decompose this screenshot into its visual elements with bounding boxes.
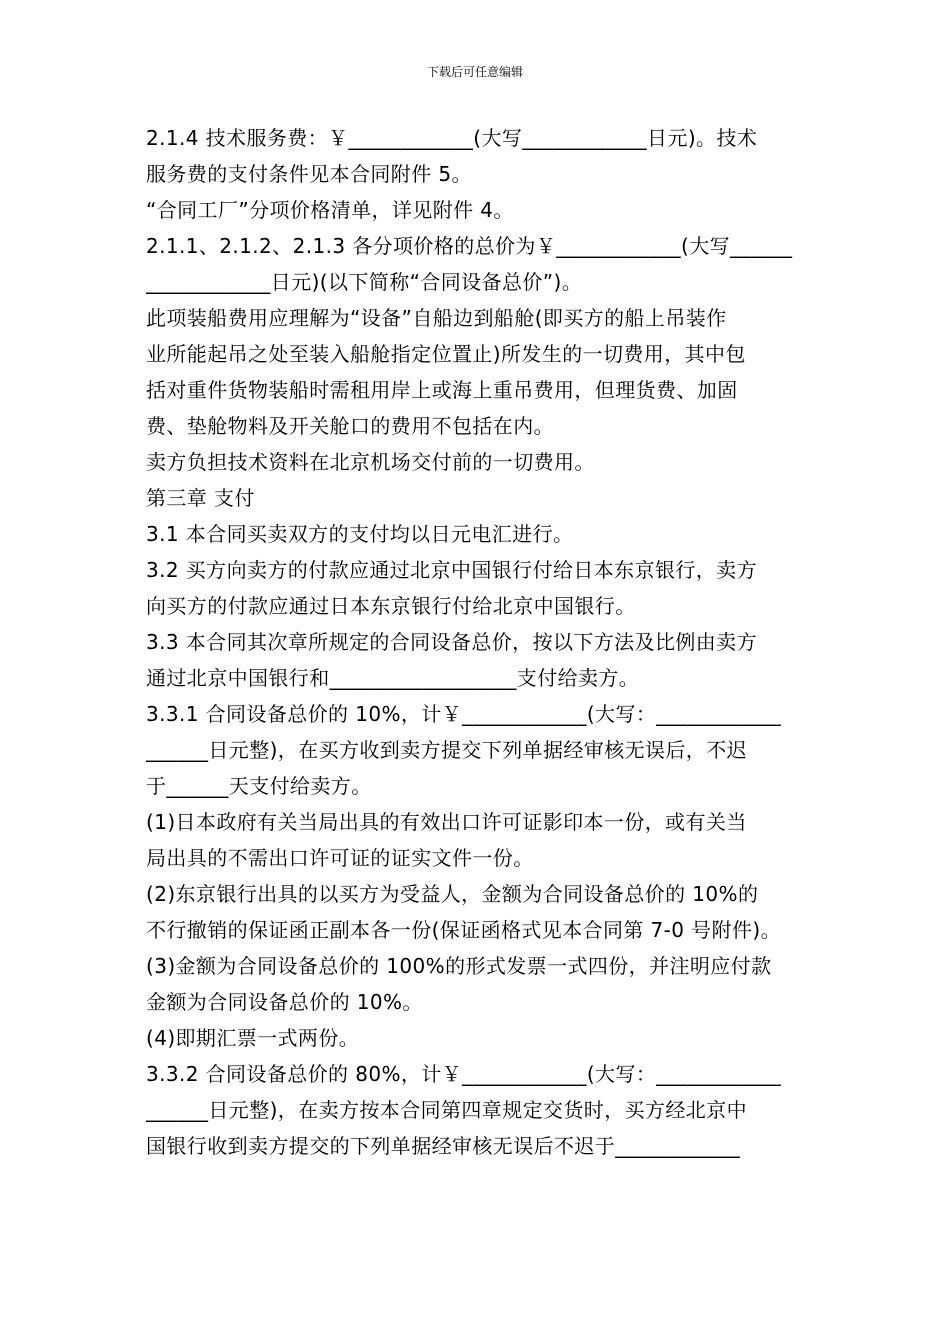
text-line: 卖方负担技术资料在北京机场交付前的一切费用。 xyxy=(146,450,595,474)
text-line: 括对重件货物装船时需租用岸上或海上重吊费用，但理货费、加固 xyxy=(146,378,738,402)
text-line: 3.3.1 合同设备总价的 10%，计￥____________(大写：____________ xyxy=(146,702,782,726)
text-line: 向买方的付款应通过日本东京银行付给北京中国银行。 xyxy=(146,594,636,618)
text-line: (1)日本政府有关当局出具的有效出口许可证影印本一份，或有关当 xyxy=(146,810,747,834)
page-header: 下载后可任意编辑 xyxy=(426,65,523,79)
text-line: (3)金额为合同设备总价的 100%的形式发票一式四份，并注明应付款 xyxy=(146,954,772,978)
text-line: 2.1.4 技术服务费：￥____________(大写____________日元)。技术 xyxy=(146,126,758,150)
text-line: “合同工厂”分项价格清单，详见附件 4。 xyxy=(146,198,514,222)
text-line: 通过北京中国银行和__________________支付给卖方。 xyxy=(146,666,640,690)
text-line: 国银行收到卖方提交的下列单据经审核无误后不迟于____________ xyxy=(146,1134,740,1158)
text-line: 3.1 本合同买卖双方的支付均以日元电汇进行。 xyxy=(146,522,574,546)
text-line: 此项装船费用应理解为“设备”自船边到船舱(即买方的船上吊装作 xyxy=(146,306,727,330)
text-line: 3.2 买方向卖方的付款应通过北京中国银行付给日本东京银行，卖方 xyxy=(146,558,757,582)
text-line: 3.3.2 合同设备总价的 80%，计￥____________(大写：____________ xyxy=(146,1062,782,1086)
text-line: 3.3 本合同其次章所规定的合同设备总价，按以下方法及比例由卖方 xyxy=(146,630,757,654)
text-line: 服务费的支付条件见本合同附件 5。 xyxy=(146,162,472,186)
text-line: ______日元整)，在买方收到卖方提交下列单据经审核无误后，不迟 xyxy=(146,738,748,762)
text-line: 金额为合同设备总价的 10%。 xyxy=(146,990,423,1014)
text-line: 费、垫舱物料及开关舱口的费用不包括在内。 xyxy=(146,414,554,438)
text-line: 2.1.1、2.1.2、2.1.3 各分项价格的总价为￥____________(大写______ xyxy=(146,234,793,258)
text-line: 于______天支付给卖方。 xyxy=(146,774,372,798)
chapter-heading: 第三章 支付 xyxy=(146,486,255,510)
text-line: (4)即期汇票一式两份。 xyxy=(146,1026,360,1050)
text-line: 业所能起吊之处至装入船舱指定位置止)所发生的一切费用，其中包 xyxy=(146,342,746,366)
document-body xyxy=(146,120,810,1164)
text-line: ____________日元)(以下简称“合同设备总价”)。 xyxy=(146,270,583,294)
text-line: (2)东京银行出具的以买方为受益人，金额为合同设备总价的 10%的 xyxy=(146,882,759,906)
text-line: ______日元整)，在卖方按本合同第四章规定交货时，买方经北京中 xyxy=(146,1098,748,1122)
text-line: 局出具的不需出口许可证的证实文件一份。 xyxy=(146,846,534,870)
text-line: 不行撤销的保证函正副本各一份(保证函格式见本合同第 7-0 号附件)。 xyxy=(146,918,781,942)
